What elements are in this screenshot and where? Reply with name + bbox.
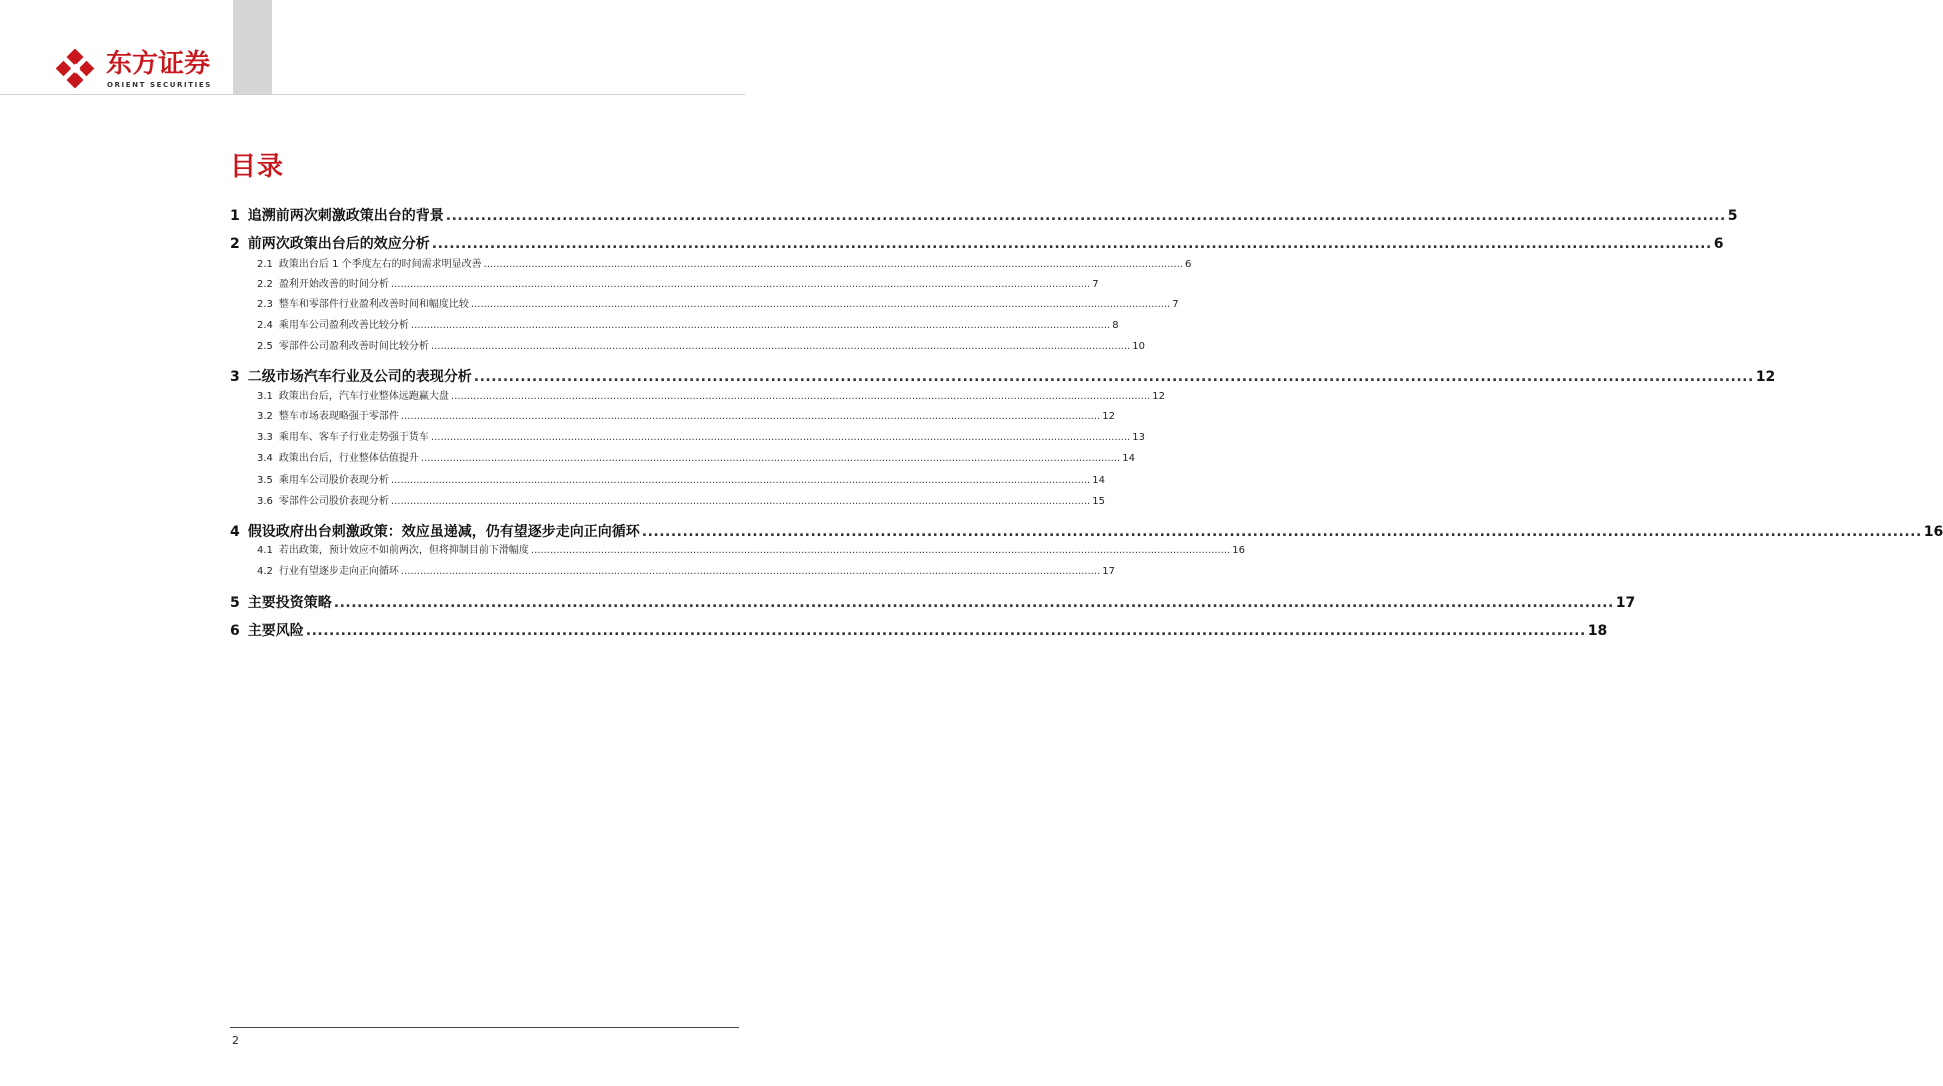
toc-entry-page: 18 (1587, 623, 1608, 639)
toc-entry-number: 1 (230, 208, 240, 224)
toc-entry-subsection[interactable] (230, 493, 1105, 511)
toc-entry-page: 6 (1713, 236, 1724, 252)
toc-title: 目录 (230, 152, 285, 182)
toc-entry-page: 6 (1184, 259, 1192, 270)
brand-logo (54, 49, 214, 91)
brand-name-cn: 东方证券 (106, 49, 211, 79)
toc-entry-number: 2.3 (257, 299, 273, 310)
toc-entry-subsection[interactable] (230, 317, 1119, 335)
orient-logo-icon (54, 49, 98, 89)
toc-entry-page: 14 (1092, 475, 1105, 486)
toc-dot-leader: ............................................................................................................................................................................................................................ (390, 496, 1091, 507)
toc-entry-subsection[interactable] (230, 542, 1245, 560)
toc-entry-page: 15 (1092, 496, 1105, 507)
toc-entry-title: 乘用车、客车子行业走势强于货车 (278, 432, 429, 443)
toc-dot-leader: ............................................................................................................................................................................................................................ (400, 566, 1101, 577)
toc-entry-page: 10 (1132, 341, 1145, 352)
toc-dot-leader: ............................................................................................................................................................................................................................ (400, 411, 1101, 422)
toc-entry-title: 乘用车公司盈利改善比较分析 (278, 320, 409, 331)
toc-entry-title: 整车市场表现略强于零部件 (278, 411, 399, 422)
toc-entry-title: 政策出台后，汽车行业整体远跑赢大盘 (278, 391, 449, 402)
toc-entry-number: 2.5 (257, 341, 273, 352)
toc-entry-section[interactable] (230, 366, 1776, 388)
toc-entry-page: 8 (1112, 320, 1119, 331)
toc-entry-title: 若出政策，预计效应不如前两次，但将抑制目前下滑幅度 (278, 545, 529, 556)
toc-entry-title: 行业有望逐步走向正向循环 (278, 566, 399, 577)
toc-entry-title: 前两次政策出台后的效应分析 (247, 236, 430, 252)
toc-entry-number: 2.1 (257, 259, 273, 270)
toc-entry-number: 2.2 (257, 279, 273, 290)
toc-entry-title: 主要风险 (247, 623, 304, 639)
toc-entry-title: 主要投资策略 (247, 595, 332, 611)
toc-dot-leader: ............................................................................................................................................................................................................................ (410, 320, 1111, 331)
toc-entry-subsection[interactable] (230, 408, 1115, 426)
toc-dot-leader: ............................................................................................................................................................................................................................ (445, 208, 1726, 224)
toc-dot-leader: ............................................................................................................................................................................................................................ (530, 545, 1231, 556)
toc-dot-leader: ............................................................................................................................................................................................................................ (430, 341, 1131, 352)
toc-entry-number: 3 (230, 369, 240, 385)
toc-dot-leader: ............................................................................................................................................................................................................................ (333, 595, 1614, 611)
toc-entry-title: 假设政府出台刺激政策：效应虽递减，仍有望逐步走向正向循环 (247, 524, 640, 540)
toc-entry-number: 3.4 (257, 453, 273, 464)
toc-entry-title: 政策出台后 1 个季度左右的时间需求明显改善 (278, 259, 482, 270)
toc-entry-page: 16 (1923, 524, 1943, 540)
toc-entry-subsection[interactable] (230, 429, 1145, 447)
toc-dot-leader: ............................................................................................................................................................................................................................ (390, 279, 1091, 290)
toc-dot-leader: ............................................................................................................................................................................................................................ (430, 432, 1131, 443)
toc-entry-number: 4 (230, 524, 240, 540)
toc-dot-leader: ............................................................................................................................................................................................................................ (431, 236, 1712, 252)
toc-entry-page: 7 (1092, 279, 1099, 290)
header-divider (0, 94, 745, 95)
toc-dot-leader: ............................................................................................................................................................................................................................ (483, 259, 1183, 270)
toc-entry-section[interactable] (230, 521, 1943, 543)
toc-entry-title: 零部件公司股价表现分析 (278, 496, 389, 507)
toc-entry-section[interactable] (230, 592, 1636, 614)
toc-entry-number: 2 (230, 236, 240, 252)
header-accent-strip (233, 0, 272, 94)
toc-entry-number: 3.1 (257, 391, 273, 402)
toc-entry-number: 6 (230, 623, 240, 639)
toc-entry-title: 盈利开始改善的时间分析 (278, 279, 389, 290)
toc-entry-number: 5 (230, 595, 240, 611)
footer-divider (230, 1027, 739, 1028)
toc-entry-page: 17 (1102, 566, 1115, 577)
toc-dot-leader: ............................................................................................................................................................................................................................ (470, 299, 1171, 310)
toc-entry-number: 4.2 (257, 566, 273, 577)
toc-entry-page: 16 (1232, 545, 1245, 556)
toc-entry-title: 追溯前两次刺激政策出台的背景 (247, 208, 444, 224)
toc-entry-title: 二级市场汽车行业及公司的表现分析 (247, 369, 472, 385)
toc-entry-section[interactable] (230, 620, 1608, 642)
toc-entry-title: 零部件公司盈利改善时间比较分析 (278, 341, 429, 352)
toc-entry-subsection[interactable] (230, 563, 1115, 581)
toc-entry-subsection[interactable] (230, 296, 1179, 314)
toc-entry-page: 12 (1152, 391, 1165, 402)
toc-entry-page: 13 (1132, 432, 1145, 443)
toc-entry-number: 3.5 (257, 475, 273, 486)
toc-dot-leader: ............................................................................................................................................................................................................................ (390, 475, 1091, 486)
toc-entry-number: 4.1 (257, 545, 273, 556)
toc-entry-page: 17 (1615, 595, 1636, 611)
toc-entry-page: 5 (1727, 208, 1738, 224)
toc-entry-subsection[interactable] (230, 276, 1099, 294)
toc-entry-subsection[interactable] (230, 450, 1135, 468)
toc-dot-leader: ............................................................................................................................................................................................................................ (420, 453, 1121, 464)
toc-entry-section[interactable] (230, 205, 1738, 227)
toc-entry-title: 政策出台后，行业整体估值提升 (278, 453, 419, 464)
toc-dot-leader: ............................................................................................................................................................................................................................ (305, 623, 1586, 639)
toc-entry-section[interactable] (230, 233, 1724, 255)
toc-entry-page: 12 (1102, 411, 1115, 422)
toc-entry-number: 3.3 (257, 432, 273, 443)
brand-name-en: ORIENT SECURITIES (107, 81, 212, 89)
toc-entry-subsection[interactable] (230, 472, 1105, 490)
toc-entry-page: 12 (1755, 369, 1776, 385)
toc-entry-number: 3.6 (257, 496, 273, 507)
page-number: 2 (232, 1034, 239, 1047)
toc-entry-title: 整车和零部件行业盈利改善时间和幅度比较 (278, 299, 469, 310)
toc-entry-number: 3.2 (257, 411, 273, 422)
toc-dot-leader: ............................................................................................................................................................................................................................ (641, 524, 1922, 540)
toc-entry-subsection[interactable] (230, 256, 1192, 274)
toc-entry-page: 14 (1122, 453, 1135, 464)
toc-entry-page: 7 (1172, 299, 1179, 310)
toc-dot-leader: ............................................................................................................................................................................................................................ (473, 369, 1754, 385)
toc-entry-number: 2.4 (257, 320, 273, 331)
toc-entry-subsection[interactable] (230, 338, 1145, 356)
toc-entry-title: 乘用车公司股价表现分析 (278, 475, 389, 486)
toc-dot-leader: ............................................................................................................................................................................................................................ (450, 391, 1151, 402)
toc-entry-subsection[interactable] (230, 388, 1165, 406)
